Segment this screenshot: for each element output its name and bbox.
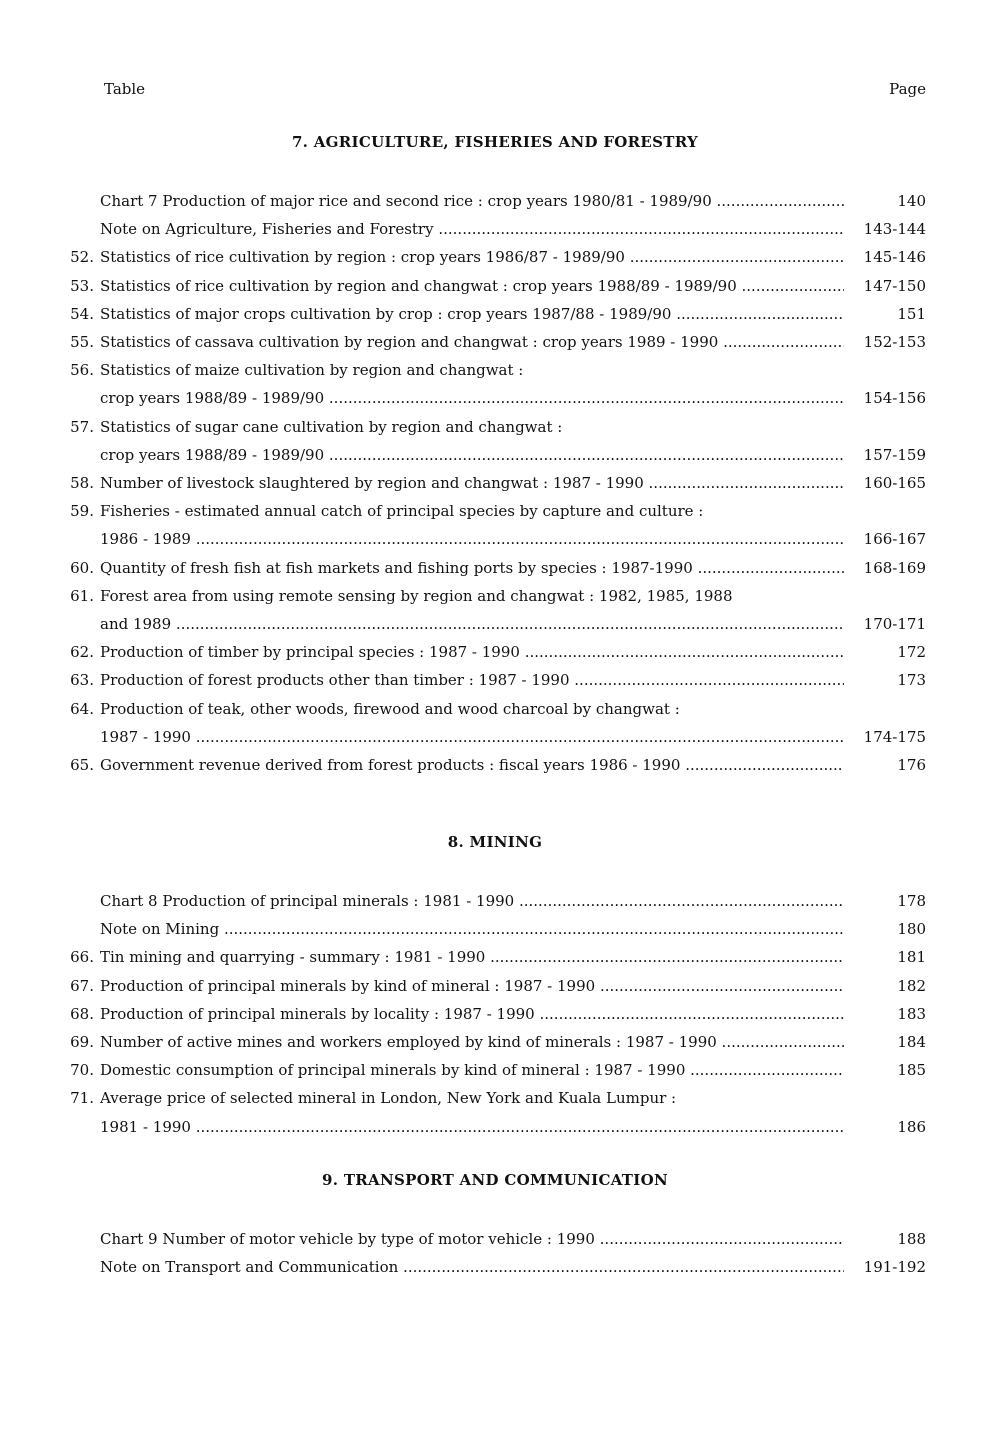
page-number: 183 bbox=[897, 1004, 926, 1023]
entry-title: Production of forest products other than timber : 1987 - 1990 ..... bbox=[100, 666, 844, 694]
page-number: 182 bbox=[897, 976, 926, 995]
toc-entry-line bbox=[0, 554, 990, 582]
table-number: 59. bbox=[70, 502, 94, 521]
table-number: 63. bbox=[70, 671, 94, 690]
entry-title: Production of teak, other woods, firewood and wood charcoal by changwat : bbox=[100, 699, 680, 718]
page-number: 166-167 bbox=[863, 530, 926, 549]
entry-title: Government revenue derived from forest products : fiscal years 1986 - 1990 ..... bbox=[100, 751, 844, 779]
entry-title: Production of principal minerals by kind of mineral : 1987 - 1990 ..... bbox=[100, 972, 844, 1000]
toc-entry-line bbox=[0, 582, 990, 610]
toc-entry-line bbox=[0, 638, 990, 666]
toc-entry-line bbox=[0, 1056, 990, 1084]
toc-entry-line bbox=[0, 300, 990, 328]
toc-entry-line bbox=[0, 525, 990, 553]
entry-title: Statistics of sugar cane cultivation by region and changwat : bbox=[100, 417, 563, 436]
page-number: 160-165 bbox=[863, 474, 926, 492]
section-title: 8. MINING bbox=[447, 833, 543, 851]
entry-title: Chart 9 Number of motor vehicle by type of motor vehicle : 1990 ..... bbox=[100, 1225, 844, 1253]
table-number: 52. bbox=[70, 248, 94, 267]
entry-title: Production of principal minerals by locality : 1987 - 1990 ..... bbox=[100, 1000, 844, 1028]
entry-title: Statistics of maize cultivation by region and changwat : bbox=[100, 361, 524, 380]
table-number: 64. bbox=[70, 699, 94, 718]
page-number: 145-146 bbox=[863, 248, 926, 267]
table-number: 66. bbox=[70, 948, 94, 967]
toc-entry-line bbox=[0, 356, 990, 384]
page-number: 186 bbox=[897, 1117, 926, 1136]
toc-entry-line bbox=[0, 610, 990, 638]
toc-entry-line bbox=[0, 328, 990, 356]
toc-entry-line bbox=[0, 1113, 990, 1141]
toc-entry-line bbox=[0, 384, 990, 412]
entry-title: crop years 1988/89 - 1989/90 ..... bbox=[100, 441, 844, 469]
entry-title: Average price of selected mineral in London, New York and Kuala Lumpur : bbox=[100, 1089, 677, 1108]
toc-entry-line bbox=[0, 272, 990, 300]
page-number: 174-175 bbox=[863, 727, 926, 746]
entry-title: Note on Mining ..... bbox=[100, 915, 844, 943]
page-number: 168-169 bbox=[863, 558, 926, 577]
toc-entry-line bbox=[0, 187, 990, 215]
toc-entry-line bbox=[0, 1084, 990, 1112]
entry-title: 1987 - 1990 ..... bbox=[100, 723, 844, 751]
toc-entry-line bbox=[0, 695, 990, 723]
toc-entry-line bbox=[0, 666, 990, 694]
table-number: 54. bbox=[70, 304, 94, 323]
toc-entry-line bbox=[0, 887, 990, 915]
page-number: 176 bbox=[897, 756, 926, 774]
toc-entry-line bbox=[0, 915, 990, 943]
table-number: 71. bbox=[70, 1089, 94, 1108]
table-column-header: Table bbox=[104, 80, 146, 98]
toc-entry-line bbox=[0, 243, 990, 271]
page-number: 143-144 bbox=[863, 220, 926, 239]
toc-entry-line bbox=[0, 497, 990, 525]
entry-title: Forest area from using remote sensing by region and changwat : 1982, 1985, 1988 bbox=[100, 586, 733, 605]
page-column-header: Page bbox=[889, 80, 926, 98]
entry-title: Chart 7 Production of major rice and second rice : crop years 1980/81 - 1989/90 ..... bbox=[100, 187, 844, 215]
entry-title: 1986 - 1989 ..... bbox=[100, 525, 844, 553]
entry-title: crop years 1988/89 - 1989/90 ..... bbox=[100, 384, 844, 412]
entry-title: and 1989 ..... bbox=[100, 610, 844, 638]
toc-entry-line bbox=[0, 469, 990, 497]
page-number: 140 bbox=[897, 192, 926, 210]
table-number: 68. bbox=[70, 1004, 94, 1023]
entry-title: Fisheries - estimated annual catch of principal species by capture and culture : bbox=[100, 502, 704, 521]
entry-title: Number of active mines and workers employed by kind of minerals : 1987 - 1990 ..... bbox=[100, 1028, 844, 1056]
entry-title: Chart 8 Production of principal minerals : 1981 - 1990 ..... bbox=[100, 887, 844, 915]
section-title: 9. TRANSPORT AND COMMUNICATION bbox=[322, 1171, 668, 1189]
entry-title: Statistics of major crops cultivation by crop : crop years 1987/88 - 1989/90 ..... bbox=[100, 300, 844, 328]
page-number: 173 bbox=[897, 671, 926, 690]
entry-title: Domestic consumption of principal minerals by kind of mineral : 1987 - 1990 ..... bbox=[100, 1056, 844, 1084]
toc-entry-line bbox=[0, 1253, 990, 1281]
toc-entry-line bbox=[0, 1225, 990, 1253]
entry-title: Statistics of cassava cultivation by region and changwat : crop years 1989 - 1990 ..... bbox=[100, 328, 844, 356]
page-number: 178 bbox=[897, 892, 926, 910]
table-number: 53. bbox=[70, 276, 94, 295]
page-number: 151 bbox=[897, 304, 926, 323]
page-number: 170-171 bbox=[863, 615, 926, 633]
entry-title: Note on Transport and Communication ..... bbox=[100, 1253, 844, 1281]
toc-entry-line bbox=[0, 441, 990, 469]
entry-title: Production of timber by principal species : 1987 - 1990 ..... bbox=[100, 638, 844, 666]
section-title: 7. AGRICULTURE, FISHERIES AND FORESTRY bbox=[291, 133, 699, 151]
toc-entry-line bbox=[0, 413, 990, 441]
table-number: 57. bbox=[70, 417, 94, 436]
entry-title: Note on Agriculture, Fisheries and Forestry ..... bbox=[100, 215, 844, 243]
toc-entry-line bbox=[0, 1000, 990, 1028]
entry-title: Number of livestock slaughtered by region and changwat : 1987 - 1990 ..... bbox=[100, 469, 844, 497]
table-number: 67. bbox=[70, 976, 94, 995]
page-number: 185 bbox=[897, 1061, 926, 1080]
table-number: 62. bbox=[70, 643, 94, 662]
page-number: 184 bbox=[897, 1033, 926, 1051]
page-number: 191-192 bbox=[863, 1258, 926, 1277]
table-number: 58. bbox=[70, 474, 94, 492]
entry-title: Statistics of rice cultivation by region and changwat : crop years 1988/89 - 1989/90 ..... bbox=[100, 272, 844, 300]
table-number: 65. bbox=[70, 756, 94, 774]
table-number: 69. bbox=[70, 1033, 94, 1051]
page-number: 157-159 bbox=[863, 445, 926, 464]
entry-title: Quantity of fresh fish at fish markets and fishing ports by species : 1987-1990 ..... bbox=[100, 554, 844, 582]
entry-title: Tin mining and quarrying - summary : 1981 - 1990 ..... bbox=[100, 943, 844, 971]
toc-entry-line bbox=[0, 972, 990, 1000]
table-number: 61. bbox=[70, 586, 94, 605]
table-number: 56. bbox=[70, 361, 94, 380]
entry-title: Statistics of rice cultivation by region : crop years 1986/87 - 1989/90 ..... bbox=[100, 243, 844, 271]
toc-entry-line bbox=[0, 723, 990, 751]
page-number: 181 bbox=[897, 948, 926, 967]
page-number: 180 bbox=[897, 920, 926, 939]
entry-title: 1981 - 1990 ..... bbox=[100, 1113, 844, 1141]
toc-entry-line bbox=[0, 215, 990, 243]
table-number: 55. bbox=[70, 333, 94, 351]
page-number: 152-153 bbox=[863, 333, 926, 351]
table-number: 60. bbox=[70, 558, 94, 577]
page-number: 172 bbox=[897, 643, 926, 662]
toc-entry-line bbox=[0, 751, 990, 779]
toc-entry-line bbox=[0, 943, 990, 971]
toc-entry-line bbox=[0, 1028, 990, 1056]
page-number: 147-150 bbox=[863, 276, 926, 295]
table-number: 70. bbox=[70, 1061, 94, 1080]
page-number: 154-156 bbox=[863, 389, 926, 408]
page-number: 188 bbox=[897, 1230, 926, 1248]
